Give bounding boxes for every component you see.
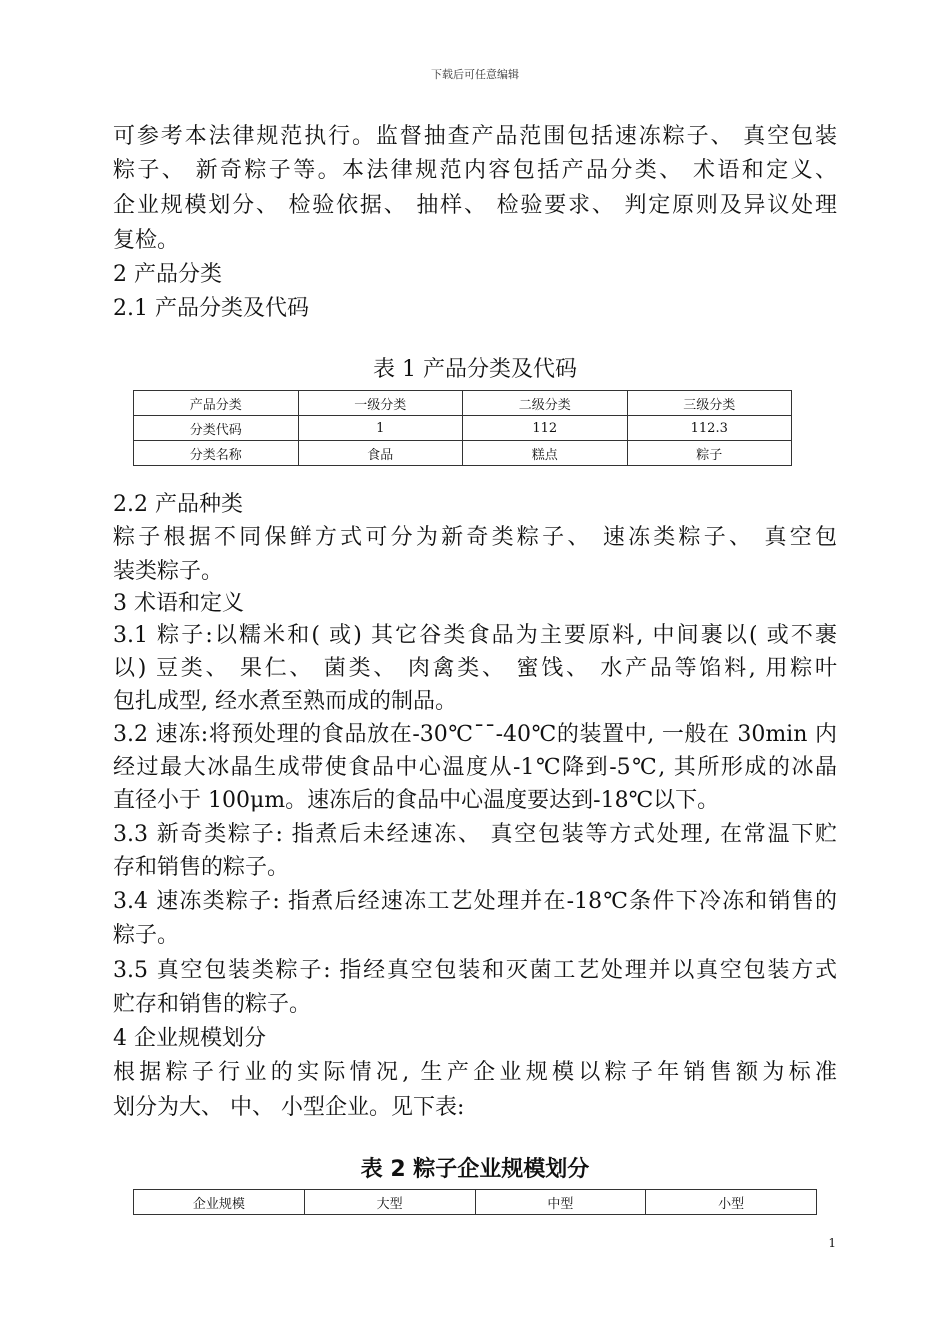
table-cell: 分类名称 (134, 441, 299, 466)
product-classification-table (133, 390, 792, 466)
paragraph-line: 可参考本法律规范执行。监督抽查产品范围包括速冻粽子、 真空包装 (113, 124, 837, 149)
paragraph-line: 包扎成型, 经水煮至熟而成的制品。 (113, 689, 457, 714)
section-heading: 2 产品分类 (113, 262, 222, 287)
paragraph-line: 3.4 速冻类粽子: 指煮后经速冻工艺处理并在-18℃条件下冷冻和销售的 (113, 889, 837, 914)
page-header: 下载后可任意编辑 (431, 68, 519, 81)
page-number: 1 (828, 1236, 836, 1250)
paragraph-line: 装类粽子。 (113, 559, 224, 584)
table-cell: 三级分类 (627, 391, 792, 416)
paragraph-line: 直径小于 100μm。速冻后的食品中心温度要达到-18℃以下。 (113, 788, 720, 813)
paragraph-line: 根据粽子行业的实际情况, 生产企业规模以粽子年销售额为标准 (113, 1060, 837, 1085)
table-caption: 表 2 粽子企业规模划分 (360, 1157, 590, 1182)
table-cell: 食品 (298, 441, 463, 466)
paragraph-line: 经过最大冰晶生成带使食品中心温度从-1℃降到-5℃, 其所形成的冰晶 (113, 755, 837, 780)
table-cell: 产品分类 (134, 391, 299, 416)
section-heading: 2.2 产品种类 (113, 492, 243, 517)
paragraph-line: 以) 豆类、 果仁、 菌类、 肉禽类、 蜜饯、 水产品等馅料, 用粽叶 (113, 656, 837, 681)
section-heading: 3 术语和定义 (113, 591, 244, 616)
table-cell: 二级分类 (463, 391, 628, 416)
paragraph-line: 存和销售的粽子。 (113, 855, 290, 880)
paragraph-line: 复检。 (113, 228, 180, 253)
table-cell: 大型 (304, 1190, 475, 1215)
paragraph-line: 划分为大、 中、 小型企业。见下表: (113, 1095, 465, 1120)
table-row (134, 1190, 817, 1215)
paragraph-line: 企业规模划分、 检验依据、 抽样、 检验要求、 判定原则及异议处理 (113, 193, 837, 218)
paragraph-line: 3.5 真空包装类粽子: 指经真空包装和灭菌工艺处理并以真空包装方式 (113, 958, 837, 983)
paragraph-line: 3.1 粽子:以糯米和( 或) 其它谷类食品为主要原料, 中间裹以( 或不裹 (113, 623, 837, 648)
table-cell: 糕点 (463, 441, 628, 466)
paragraph-line: 粽子、 新奇粽子等。本法律规范内容包括产品分类、 术语和定义、 (113, 158, 837, 183)
table-cell: 小型 (646, 1190, 817, 1215)
table-cell: 112 (463, 416, 628, 441)
paragraph-line: 粽子根据不同保鲜方式可分为新奇类粽子、 速冻类粽子、 真空包 (113, 525, 837, 550)
table-cell: 112.3 (627, 416, 792, 441)
table-cell: 中型 (475, 1190, 646, 1215)
table-row (134, 441, 792, 466)
section-heading: 2.1 产品分类及代码 (113, 296, 309, 321)
table-cell: 一级分类 (298, 391, 463, 416)
paragraph-line: 3.2 速冻:将预处理的食品放在-30℃¯¯-40℃的装置中, 一般在 30min 内 (113, 722, 837, 747)
table-cell: 1 (298, 416, 463, 441)
paragraph-line: 粽子。 (113, 923, 180, 948)
table-caption: 表 1 产品分类及代码 (373, 357, 577, 382)
paragraph-line: 贮存和销售的粽子。 (113, 992, 312, 1017)
table-row (134, 416, 792, 441)
paragraph-line: 3.3 新奇类粽子: 指煮后未经速冻、 真空包装等方式处理, 在常温下贮 (113, 822, 837, 847)
section-heading: 4 企业规模划分 (113, 1026, 266, 1051)
enterprise-scale-table (133, 1189, 817, 1215)
table-cell: 分类代码 (134, 416, 299, 441)
table-row (134, 391, 792, 416)
table-cell: 企业规模 (134, 1190, 305, 1215)
table-cell: 粽子 (627, 441, 792, 466)
